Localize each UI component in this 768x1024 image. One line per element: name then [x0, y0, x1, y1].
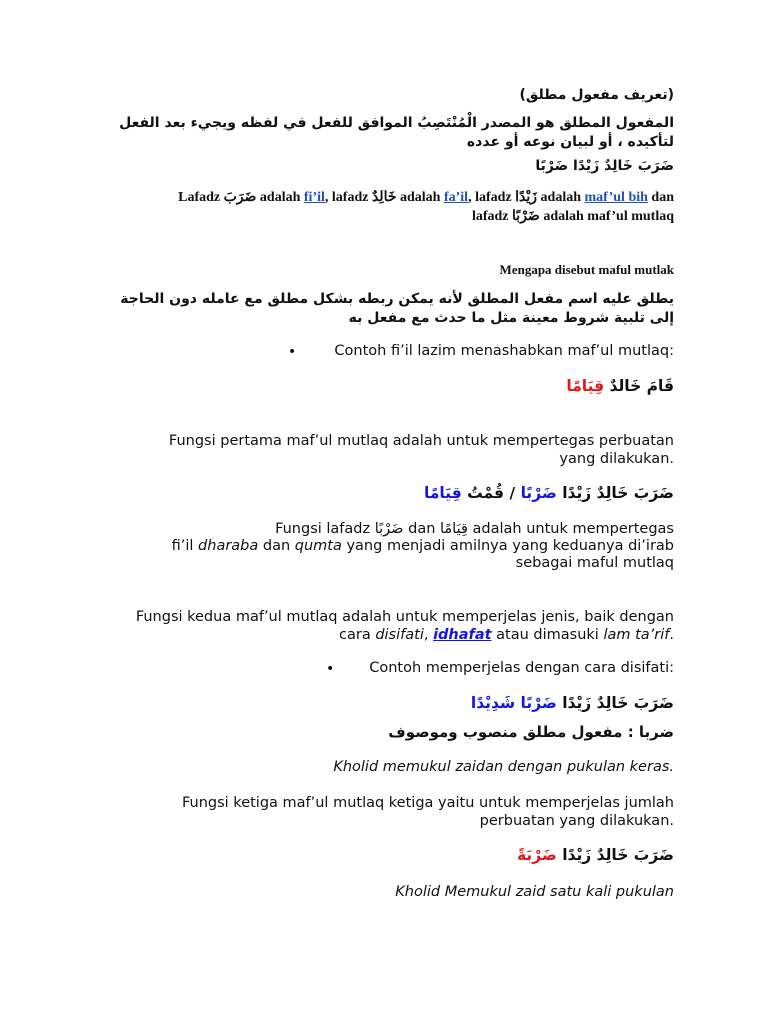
- mutlaq-word-blue: قِيَامًا: [424, 484, 462, 502]
- bullet-2-text: Contoh memperjelas dengan cara disifati:: [369, 660, 674, 676]
- italic-term: dharaba: [198, 538, 259, 554]
- example-sentence-2: [566, 377, 674, 395]
- translation-1: Kholid memukul zaidan dengan pukulan keras.: [333, 759, 674, 775]
- translation-2: Kholid Memukul zaid satu kali pukulan: [395, 884, 674, 900]
- paragraph-line: Fungsi ketiga maf’ul mutlaq ketiga yaitu untuk memperjelas jumlah: [181, 795, 674, 811]
- lafadz-line-1: [74, 188, 674, 207]
- text-segment: lafadz: [471, 209, 513, 224]
- text-segment: adalah: [396, 190, 444, 205]
- text-segment: adalah untuk mempertegas: [467, 521, 674, 537]
- example-sentence-1: ضَرَبَ خَالِدٌ زَيْدًا ضَرْبًا: [535, 158, 674, 174]
- text-segment: dan: [647, 190, 674, 205]
- paragraph-line: [172, 538, 674, 555]
- text-segment: yang menjadi amilnya yang keduanya di’irab: [341, 538, 674, 554]
- text-segment: dan: [403, 521, 440, 537]
- arabic-word: ضَرْبًا: [512, 209, 540, 224]
- text-segment: .: [669, 627, 674, 643]
- text-segment: Lafadz: [178, 190, 224, 205]
- paragraph-line: sebagai maful mutlaq: [515, 555, 674, 571]
- mutlaq-word-blue: ضَرْبًا شَدِيْدًا: [470, 694, 557, 712]
- text-segment: adalah maf’ul mutlaq: [539, 209, 674, 224]
- heading-arabic: (تعريف مفعول مطلق): [519, 87, 674, 103]
- arabic-text: ضَرَبَ خَالِدٌ زَيْدًا: [556, 694, 674, 712]
- paragraph-line: [172, 521, 674, 538]
- paragraph-line: perbuatan yang dilakukan.: [479, 813, 674, 829]
- function-1-paragraph: [169, 432, 674, 468]
- italic-term: lam ta’rif: [603, 627, 670, 643]
- fail-link[interactable]: fa’il: [443, 190, 469, 205]
- function-1-detail: [172, 521, 674, 572]
- function-2-paragraph: [136, 608, 674, 644]
- arabic-text: ضَرَبَ خَالِدٌ زَيْدًا: [556, 484, 674, 502]
- function-3-paragraph: [182, 794, 674, 830]
- arabic-word: زَيْدًا: [515, 190, 538, 205]
- fiil-link[interactable]: fi’il: [303, 190, 325, 205]
- arabic-text: ضَرَبَ خَالِدٌ زَيْدًا: [556, 846, 674, 864]
- maful-bih-link[interactable]: maf’ul bih: [584, 190, 648, 205]
- text-segment: Fungsi lafadz: [275, 521, 375, 537]
- arabic-text: قُمْتُ: [461, 484, 505, 502]
- italic-term: qumta: [294, 538, 342, 554]
- bullet-point: •: [326, 661, 335, 677]
- arabic-word: ضَرْبًا: [374, 521, 404, 537]
- text-segment: adalah: [256, 190, 304, 205]
- reason-arabic: يطلق عليه اسم مفعل المطلق لأنه يمكن ربطه بشكل مطلق مع عامله دون الحاجة إلى تلبية شروط معينة مثل ما حدث مع مفعل به: [120, 291, 674, 326]
- subheading: Mengapa disebut maful mutlak: [499, 262, 674, 277]
- definition-arabic: المفعول المطلق هو المصدر الْمُنْتَصِبُ الموافق للفعل في لفظه ويجيء بعد الفعل لتأكيده ، أو لبيان نوعه أو عدده: [119, 115, 674, 150]
- arabic-word: ضَرَبَ: [223, 190, 257, 205]
- paragraph-line: [136, 626, 674, 644]
- text-segment: dan: [258, 538, 295, 554]
- italic-term: disifati: [375, 627, 424, 643]
- example-sentence-3: [424, 484, 674, 502]
- text-segment: atau dimasuki: [491, 627, 604, 643]
- arabic-word: قِيَامًا: [440, 521, 468, 537]
- paragraph-line: Fungsi kedua maf’ul mutlaq adalah untuk memperjelas jenis, baik dengan: [135, 609, 674, 625]
- lafadz-explanation: [74, 188, 674, 226]
- text-segment: ,: [423, 627, 434, 643]
- text-segment: fi’il: [171, 538, 199, 554]
- example-sentence-4: [471, 694, 674, 712]
- bullet-1-text: Contoh fi’il lazim menashabkan maf’ul mutlaq:: [334, 343, 674, 359]
- bullet-point: •: [288, 344, 297, 360]
- paragraph-line: yang dilakukan.: [559, 451, 674, 467]
- arabic-text: قَامَ خَالدٌ: [604, 377, 674, 395]
- mutlaq-word-blue: ضَرْبًا: [520, 484, 557, 502]
- example-4-note: ضربا : مفعول مطلق منصوب وموصوف: [388, 723, 674, 741]
- text-segment: , lafadz: [324, 190, 372, 205]
- paragraph-line: Fungsi pertama maf’ul mutlaq adalah untuk mempertegas perbuatan: [168, 433, 674, 449]
- lafadz-line-2: [74, 207, 674, 226]
- text-segment: , lafadz: [468, 190, 516, 205]
- arabic-word: خَالِدٌ: [371, 190, 397, 205]
- text-segment: cara: [339, 627, 376, 643]
- mutlaq-word-red: قِيَامًا: [566, 377, 605, 395]
- idhafat-link[interactable]: idhafat: [433, 627, 492, 643]
- text-segment: adalah: [537, 190, 585, 205]
- example-sentence-5: [517, 846, 674, 864]
- mutlaq-word-red: ضَرْبَةً: [516, 846, 557, 864]
- separator: /: [504, 484, 521, 502]
